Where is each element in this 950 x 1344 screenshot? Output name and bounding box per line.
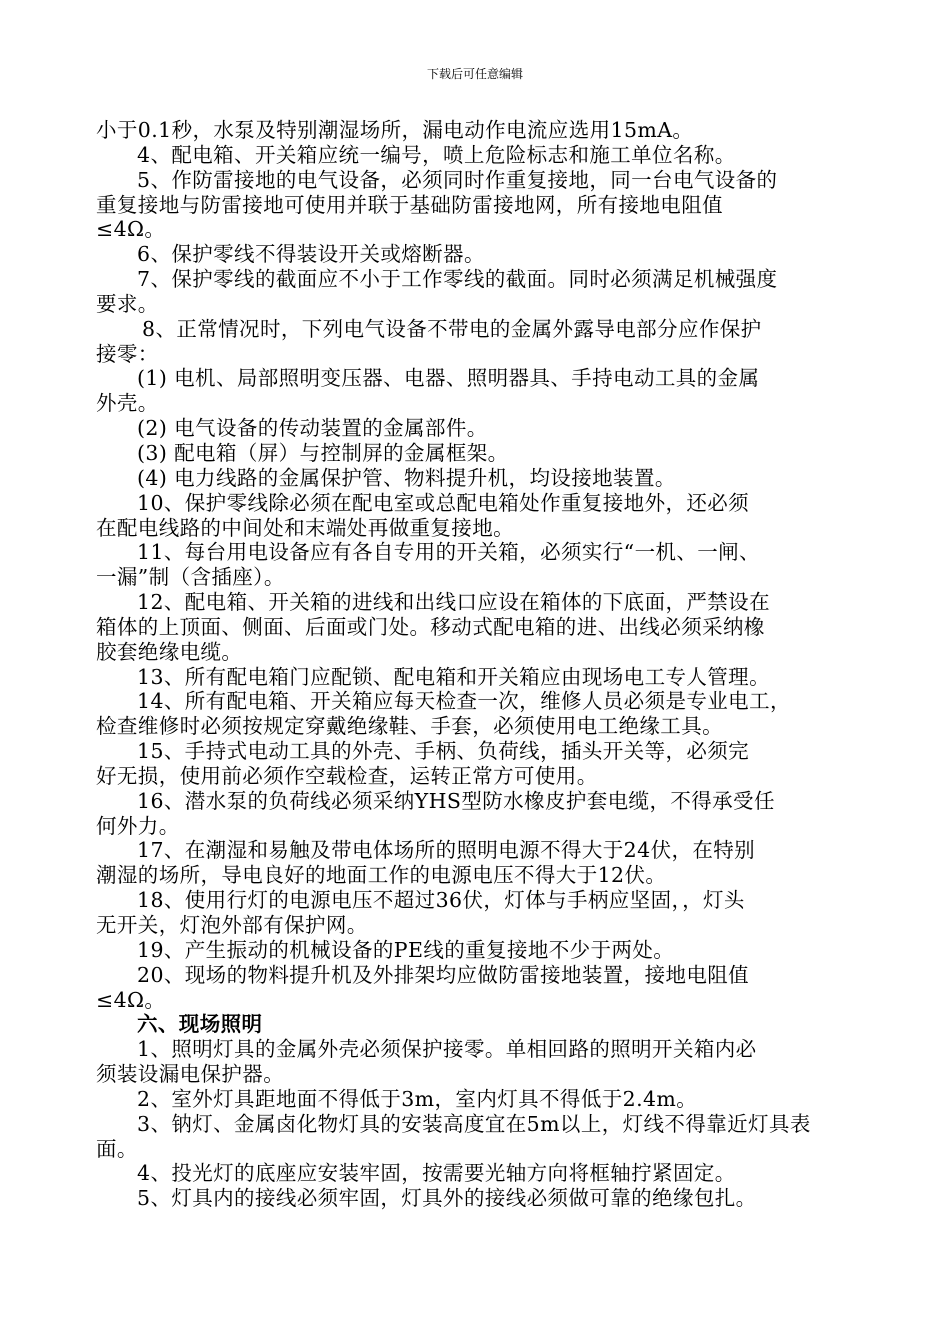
text-line: 检查维修时必须按规定穿戴绝缘鞋、手套，必须使用电工绝缘工具。 xyxy=(96,714,723,739)
text-line: 14、所有配电箱、开关箱应每天检查一次，维修人员必须是专业电工， xyxy=(137,689,791,714)
text-line: 11、每台用电设备应有各自专用的开关箱，必须实行“一机、一闸、 xyxy=(137,540,760,565)
text-line: 一漏”制（含插座）。 xyxy=(96,565,285,590)
text-line: 18、使用行灯的电源电压不超过36伏，灯体与手柄应坚固，，灯头 xyxy=(137,888,745,913)
text-line: 小于0.1秒，水泵及特别潮湿场所，漏电动作电流应选用15mA。 xyxy=(96,118,694,142)
text-line: 接零： xyxy=(96,341,159,366)
text-line: ≤4Ω。 xyxy=(96,217,166,242)
text-line: 4、配电箱、开关箱应统一编号，喷上危险标志和施工单位名称。 xyxy=(137,142,736,167)
text-line: 20、现场的物料提升机及外排架均应做防雷接地装置，接地电阻值 xyxy=(137,962,750,987)
text-line: (1) 电机、局部照明变压器、电器、照明器具、手持电动工具的金属 xyxy=(137,366,760,391)
text-line: 外壳。 xyxy=(96,391,159,416)
text-line: 5、灯具内的接线必须牢固，灯具外的接线必须做可靠的绝缘包扎。 xyxy=(137,1186,757,1211)
text-line: 5、作防雷接地的电气设备，必须同时作重复接地，同一台电气设备的 xyxy=(137,167,778,192)
text-line: 要求。 xyxy=(96,291,159,316)
text-line: 8、正常情况时，下列电气设备不带电的金属外露导电部分应作保护 xyxy=(142,316,762,341)
section-heading: 六、现场照明 xyxy=(137,1012,263,1037)
text-line: (3) 配电箱（屏）与控制屏的金属框架。 xyxy=(137,440,509,465)
text-line: 好无损，使用前必须作空载检查，运转正常方可使用。 xyxy=(96,763,598,788)
text-line: 17、在潮湿和易触及带电体场所的照明电源不得大于24伏，在特别 xyxy=(137,838,756,863)
text-line: 潮湿的场所，导电良好的地面工作的电源电压不得大于12伏。 xyxy=(96,863,667,888)
text-line: 1、照明灯具的金属外壳必须保护接零。单相回路的照明开关箱内必 xyxy=(137,1037,757,1062)
text-line: 无开关，灯泡外部有保护网。 xyxy=(96,913,368,937)
text-line: ≤4Ω。 xyxy=(96,987,166,1012)
text-line: 6、保护零线不得装设开关或熔断器。 xyxy=(137,242,485,267)
text-line: 19、产生振动的机械设备的PE线的重复接地不少于两处。 xyxy=(137,937,675,962)
text-line: 胶套绝缘电缆。 xyxy=(96,639,243,664)
text-line: 在配电线路的中间处和末端处再做重复接地。 xyxy=(96,515,514,540)
text-line: 须装设漏电保护器。 xyxy=(96,1062,285,1087)
text-line: 4、投光灯的底座应安装牢固，按需要光轴方向将框轴拧紧固定。 xyxy=(137,1161,736,1186)
text-line: 16、潜水泵的负荷线必须采纳YHS型防水橡皮护套电缆，不得承受任 xyxy=(137,788,775,813)
text-line: 2、室外灯具距地面不得低于3m，室内灯具不得低于2.4m。 xyxy=(137,1086,698,1111)
text-line: (2) 电气设备的传动装置的金属部件。 xyxy=(137,416,488,441)
text-line: 13、所有配电箱门应配锁、配电箱和开关箱应由现场电工专人管理。 xyxy=(137,664,770,689)
document-body xyxy=(96,118,816,1211)
text-line: (4) 电力线路的金属保护管、物料提升机，均设接地装置。 xyxy=(137,465,676,490)
text-line: 面。 xyxy=(96,1136,138,1161)
download-note: 下载后可任意编辑 xyxy=(426,67,523,81)
text-line: 12、配电箱、开关箱的进线和出线口应设在箱体的下底面，严禁设在 xyxy=(137,590,770,615)
text-line: 3、钠灯、金属卤化物灯具的安装高度宜在5m以上，灯线不得靠近灯具表 xyxy=(137,1111,811,1136)
text-line: 重复接地与防雷接地可使用并联于基础防雷接地网，所有接地电阻值 xyxy=(96,192,723,217)
text-line: 7、保护零线的截面应不小于工作零线的截面。同时必须满足机械强度 xyxy=(137,267,778,292)
text-line: 箱体的上顶面、侧面、后面或门处。移动式配电箱的进、出线必须采纳橡 xyxy=(96,614,765,639)
text-line: 15、手持式电动工具的外壳、手柄、负荷线，插头开关等，必须完 xyxy=(137,739,750,764)
text-line: 何外力。 xyxy=(96,813,180,838)
text-line: 10、保护零线除必须在配电室或总配电箱处作重复接地外，还必须 xyxy=(137,490,750,515)
